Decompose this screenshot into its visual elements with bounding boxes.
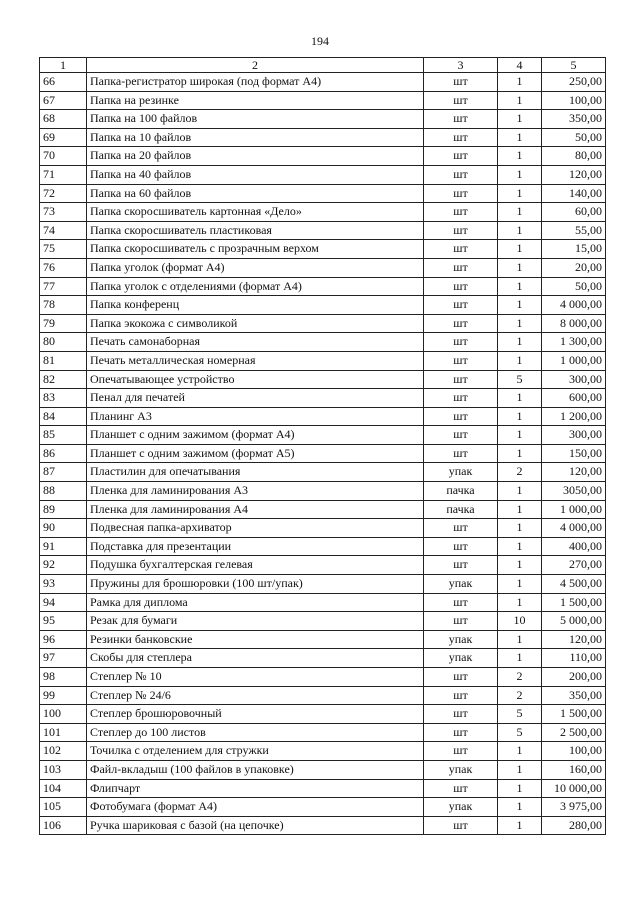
unit-cell: шт (424, 389, 498, 408)
price-cell: 1 200,00 (542, 407, 606, 426)
quantity-cell: 1 (498, 240, 542, 259)
table-header (40, 58, 606, 73)
unit-cell: шт (424, 184, 498, 203)
table-row (40, 258, 606, 277)
table-row (40, 203, 606, 222)
unit-cell: шт (424, 816, 498, 835)
unit-cell: шт (424, 221, 498, 240)
page-number: 194 (311, 34, 329, 48)
item-name-cell: Степлер № 24/6 (87, 686, 424, 705)
table-row (40, 165, 606, 184)
table-row (40, 593, 606, 612)
item-name-cell: Скобы для степлера (87, 649, 424, 668)
row-number-cell: 92 (40, 556, 87, 575)
row-number-cell: 72 (40, 184, 87, 203)
row-number-cell: 104 (40, 779, 87, 798)
row-number-cell: 73 (40, 203, 87, 222)
table-row (40, 73, 606, 92)
quantity-cell: 1 (498, 203, 542, 222)
quantity-cell: 1 (498, 221, 542, 240)
item-name-cell: Пластилин для опечатывания (87, 463, 424, 482)
price-cell: 50,00 (542, 128, 606, 147)
column-header-3: 3 (424, 58, 498, 73)
unit-cell: шт (424, 165, 498, 184)
item-name-cell: Подвесная папка-архиватор (87, 519, 424, 538)
table-row (40, 147, 606, 166)
item-name-cell: Ручка шариковая с базой (на цепочке) (87, 816, 424, 835)
quantity-cell: 5 (498, 370, 542, 389)
table-row (40, 482, 606, 501)
item-name-cell: Степлер брошюровочный (87, 705, 424, 724)
unit-cell: шт (424, 128, 498, 147)
item-name-cell: Фотобумага (формат А4) (87, 798, 424, 817)
unit-cell: шт (424, 723, 498, 742)
item-name-cell: Точилка с отделением для стружки (87, 742, 424, 761)
item-name-cell: Папка уголок с отделениями (формат А4) (87, 277, 424, 296)
item-name-cell: Папка на резинке (87, 91, 424, 110)
table-row (40, 444, 606, 463)
unit-cell: упак (424, 798, 498, 817)
table-row (40, 426, 606, 445)
item-name-cell: Пленка для ламинирования А4 (87, 500, 424, 519)
price-cell: 60,00 (542, 203, 606, 222)
table-row (40, 91, 606, 110)
unit-cell: шт (424, 426, 498, 445)
quantity-cell: 1 (498, 184, 542, 203)
table-row (40, 537, 606, 556)
row-number-cell: 89 (40, 500, 87, 519)
quantity-cell: 2 (498, 463, 542, 482)
price-cell: 280,00 (542, 816, 606, 835)
quantity-cell: 5 (498, 705, 542, 724)
row-number-cell: 78 (40, 296, 87, 315)
quantity-cell: 1 (498, 519, 542, 538)
unit-cell: шт (424, 110, 498, 129)
row-number-cell: 87 (40, 463, 87, 482)
item-name-cell: Папка на 20 файлов (87, 147, 424, 166)
column-header-2: 2 (87, 58, 424, 73)
item-name-cell: Резак для бумаги (87, 612, 424, 631)
price-cell: 100,00 (542, 91, 606, 110)
quantity-cell: 1 (498, 575, 542, 594)
table-row (40, 370, 606, 389)
row-number-cell: 101 (40, 723, 87, 742)
quantity-cell: 1 (498, 314, 542, 333)
table-row (40, 760, 606, 779)
quantity-cell: 1 (498, 444, 542, 463)
row-number-cell: 95 (40, 612, 87, 631)
quantity-cell: 1 (498, 333, 542, 352)
row-number-cell: 77 (40, 277, 87, 296)
row-number-cell: 105 (40, 798, 87, 817)
quantity-cell: 1 (498, 760, 542, 779)
unit-cell: шт (424, 444, 498, 463)
price-cell: 8 000,00 (542, 314, 606, 333)
unit-cell: упак (424, 630, 498, 649)
table-row (40, 612, 606, 631)
item-name-cell: Файл-вкладыш (100 файлов в упаковке) (87, 760, 424, 779)
unit-cell: пачка (424, 482, 498, 501)
row-number-cell: 66 (40, 73, 87, 92)
price-cell: 2 500,00 (542, 723, 606, 742)
row-number-cell: 100 (40, 705, 87, 724)
unit-cell: шт (424, 537, 498, 556)
quantity-cell: 1 (498, 407, 542, 426)
price-cell: 4 000,00 (542, 519, 606, 538)
price-cell: 270,00 (542, 556, 606, 575)
item-name-cell: Папка уголок (формат А4) (87, 258, 424, 277)
table-row (40, 575, 606, 594)
item-name-cell: Папка на 100 файлов (87, 110, 424, 129)
table-row (40, 296, 606, 315)
price-cell: 3 975,00 (542, 798, 606, 817)
quantity-cell: 1 (498, 630, 542, 649)
row-number-cell: 86 (40, 444, 87, 463)
item-name-cell: Опечатывающее устройство (87, 370, 424, 389)
row-number-cell: 81 (40, 351, 87, 370)
item-name-cell: Пленка для ламинирования А3 (87, 482, 424, 501)
price-cell: 120,00 (542, 463, 606, 482)
unit-cell: шт (424, 668, 498, 687)
price-cell: 55,00 (542, 221, 606, 240)
price-cell: 140,00 (542, 184, 606, 203)
row-number-cell: 84 (40, 407, 87, 426)
quantity-cell: 2 (498, 668, 542, 687)
row-number-cell: 91 (40, 537, 87, 556)
item-name-cell: Планшет с одним зажимом (формат А4) (87, 426, 424, 445)
row-number-cell: 76 (40, 258, 87, 277)
quantity-cell: 1 (498, 110, 542, 129)
row-number-cell: 85 (40, 426, 87, 445)
quantity-cell: 1 (498, 128, 542, 147)
table-row (40, 351, 606, 370)
table-row (40, 668, 606, 687)
price-cell: 15,00 (542, 240, 606, 259)
row-number-cell: 93 (40, 575, 87, 594)
table-row (40, 314, 606, 333)
item-name-cell: Папка на 40 файлов (87, 165, 424, 184)
table-row (40, 463, 606, 482)
unit-cell: шт (424, 612, 498, 631)
quantity-cell: 1 (498, 556, 542, 575)
table-row (40, 723, 606, 742)
price-cell: 3050,00 (542, 482, 606, 501)
item-name-cell: Резинки банковские (87, 630, 424, 649)
unit-cell: шт (424, 333, 498, 352)
quantity-cell: 1 (498, 147, 542, 166)
row-number-cell: 69 (40, 128, 87, 147)
price-cell: 1 000,00 (542, 351, 606, 370)
price-cell: 1 300,00 (542, 333, 606, 352)
quantity-cell: 1 (498, 779, 542, 798)
unit-cell: шт (424, 147, 498, 166)
unit-cell: шт (424, 519, 498, 538)
row-number-cell: 97 (40, 649, 87, 668)
price-cell: 150,00 (542, 444, 606, 463)
unit-cell: шт (424, 593, 498, 612)
price-cell: 300,00 (542, 426, 606, 445)
quantity-cell: 1 (498, 351, 542, 370)
unit-cell: шт (424, 277, 498, 296)
header-row (40, 58, 606, 73)
row-number-cell: 71 (40, 165, 87, 184)
price-cell: 400,00 (542, 537, 606, 556)
price-cell: 20,00 (542, 258, 606, 277)
table-row (40, 184, 606, 203)
row-number-cell: 79 (40, 314, 87, 333)
quantity-cell: 1 (498, 165, 542, 184)
price-cell: 5 000,00 (542, 612, 606, 631)
quantity-cell: 1 (498, 277, 542, 296)
unit-cell: шт (424, 407, 498, 426)
item-name-cell: Пенал для печатей (87, 389, 424, 408)
price-cell: 110,00 (542, 649, 606, 668)
unit-cell: шт (424, 258, 498, 277)
quantity-cell: 2 (498, 686, 542, 705)
item-name-cell: Подставка для презентации (87, 537, 424, 556)
table-row (40, 389, 606, 408)
price-cell: 160,00 (542, 760, 606, 779)
row-number-cell: 103 (40, 760, 87, 779)
item-name-cell: Папка-регистратор широкая (под формат А4) (87, 73, 424, 92)
row-number-cell: 80 (40, 333, 87, 352)
item-name-cell: Степлер до 100 листов (87, 723, 424, 742)
price-cell: 1 500,00 (542, 705, 606, 724)
table-row (40, 798, 606, 817)
price-cell: 10 000,00 (542, 779, 606, 798)
quantity-cell: 1 (498, 649, 542, 668)
table-row (40, 705, 606, 724)
unit-cell: пачка (424, 500, 498, 519)
unit-cell: упак (424, 649, 498, 668)
table-row (40, 556, 606, 575)
item-name-cell: Папка скоросшиватель пластиковая (87, 221, 424, 240)
table-row (40, 779, 606, 798)
price-cell: 350,00 (542, 686, 606, 705)
item-name-cell: Папка скоросшиватель картонная «Дело» (87, 203, 424, 222)
unit-cell: шт (424, 742, 498, 761)
items-table (39, 57, 606, 835)
price-cell: 4 500,00 (542, 575, 606, 594)
item-name-cell: Подушка бухгалтерская гелевая (87, 556, 424, 575)
price-cell: 600,00 (542, 389, 606, 408)
unit-cell: шт (424, 686, 498, 705)
quantity-cell: 1 (498, 258, 542, 277)
row-number-cell: 88 (40, 482, 87, 501)
price-cell: 200,00 (542, 668, 606, 687)
table-row (40, 816, 606, 835)
row-number-cell: 90 (40, 519, 87, 538)
table-row (40, 686, 606, 705)
row-number-cell: 70 (40, 147, 87, 166)
table-row (40, 221, 606, 240)
unit-cell: упак (424, 760, 498, 779)
table-row (40, 630, 606, 649)
price-cell: 4 000,00 (542, 296, 606, 315)
unit-cell: шт (424, 203, 498, 222)
quantity-cell: 1 (498, 389, 542, 408)
quantity-cell: 1 (498, 537, 542, 556)
row-number-cell: 67 (40, 91, 87, 110)
row-number-cell: 98 (40, 668, 87, 687)
table-row (40, 500, 606, 519)
price-cell: 80,00 (542, 147, 606, 166)
unit-cell: шт (424, 91, 498, 110)
quantity-cell: 5 (498, 723, 542, 742)
row-number-cell: 94 (40, 593, 87, 612)
unit-cell: шт (424, 314, 498, 333)
price-cell: 120,00 (542, 630, 606, 649)
unit-cell: шт (424, 240, 498, 259)
unit-cell: шт (424, 370, 498, 389)
price-cell: 1 500,00 (542, 593, 606, 612)
quantity-cell: 1 (498, 482, 542, 501)
row-number-cell: 102 (40, 742, 87, 761)
item-name-cell: Степлер № 10 (87, 668, 424, 687)
item-name-cell: Папка экокожа с символикой (87, 314, 424, 333)
quantity-cell: 1 (498, 742, 542, 761)
unit-cell: шт (424, 296, 498, 315)
quantity-cell: 1 (498, 593, 542, 612)
unit-cell: шт (424, 73, 498, 92)
item-name-cell: Печать металлическая номерная (87, 351, 424, 370)
item-name-cell: Папка на 10 файлов (87, 128, 424, 147)
price-cell: 50,00 (542, 277, 606, 296)
table-row (40, 742, 606, 761)
column-header-4: 4 (498, 58, 542, 73)
item-name-cell: Рамка для диплома (87, 593, 424, 612)
table-body (40, 73, 606, 835)
quantity-cell: 1 (498, 500, 542, 519)
item-name-cell: Планшет с одним зажимом (формат А5) (87, 444, 424, 463)
item-name-cell: Флипчарт (87, 779, 424, 798)
item-name-cell: Папка скоросшиватель с прозрачным верхом (87, 240, 424, 259)
table-row (40, 649, 606, 668)
row-number-cell: 75 (40, 240, 87, 259)
row-number-cell: 106 (40, 816, 87, 835)
price-cell: 300,00 (542, 370, 606, 389)
item-name-cell: Пружины для брошюровки (100 шт/упак) (87, 575, 424, 594)
table-row (40, 240, 606, 259)
item-name-cell: Печать самонаборная (87, 333, 424, 352)
unit-cell: шт (424, 351, 498, 370)
item-name-cell: Папка конференц (87, 296, 424, 315)
quantity-cell: 1 (498, 426, 542, 445)
table-row (40, 519, 606, 538)
unit-cell: упак (424, 575, 498, 594)
row-number-cell: 82 (40, 370, 87, 389)
quantity-cell: 1 (498, 798, 542, 817)
table-row (40, 128, 606, 147)
table-row (40, 333, 606, 352)
price-cell: 100,00 (542, 742, 606, 761)
column-header-1: 1 (40, 58, 87, 73)
quantity-cell: 1 (498, 816, 542, 835)
quantity-cell: 1 (498, 91, 542, 110)
unit-cell: шт (424, 705, 498, 724)
price-cell: 120,00 (542, 165, 606, 184)
quantity-cell: 1 (498, 296, 542, 315)
row-number-cell: 74 (40, 221, 87, 240)
item-name-cell: Планинг А3 (87, 407, 424, 426)
row-number-cell: 99 (40, 686, 87, 705)
table-row (40, 277, 606, 296)
unit-cell: шт (424, 556, 498, 575)
quantity-cell: 1 (498, 73, 542, 92)
row-number-cell: 83 (40, 389, 87, 408)
column-header-5: 5 (542, 58, 606, 73)
row-number-cell: 96 (40, 630, 87, 649)
quantity-cell: 10 (498, 612, 542, 631)
table-row (40, 407, 606, 426)
unit-cell: шт (424, 779, 498, 798)
row-number-cell: 68 (40, 110, 87, 129)
table-row (40, 110, 606, 129)
price-cell: 350,00 (542, 110, 606, 129)
price-cell: 1 000,00 (542, 500, 606, 519)
price-cell: 250,00 (542, 73, 606, 92)
unit-cell: упак (424, 463, 498, 482)
item-name-cell: Папка на 60 файлов (87, 184, 424, 203)
